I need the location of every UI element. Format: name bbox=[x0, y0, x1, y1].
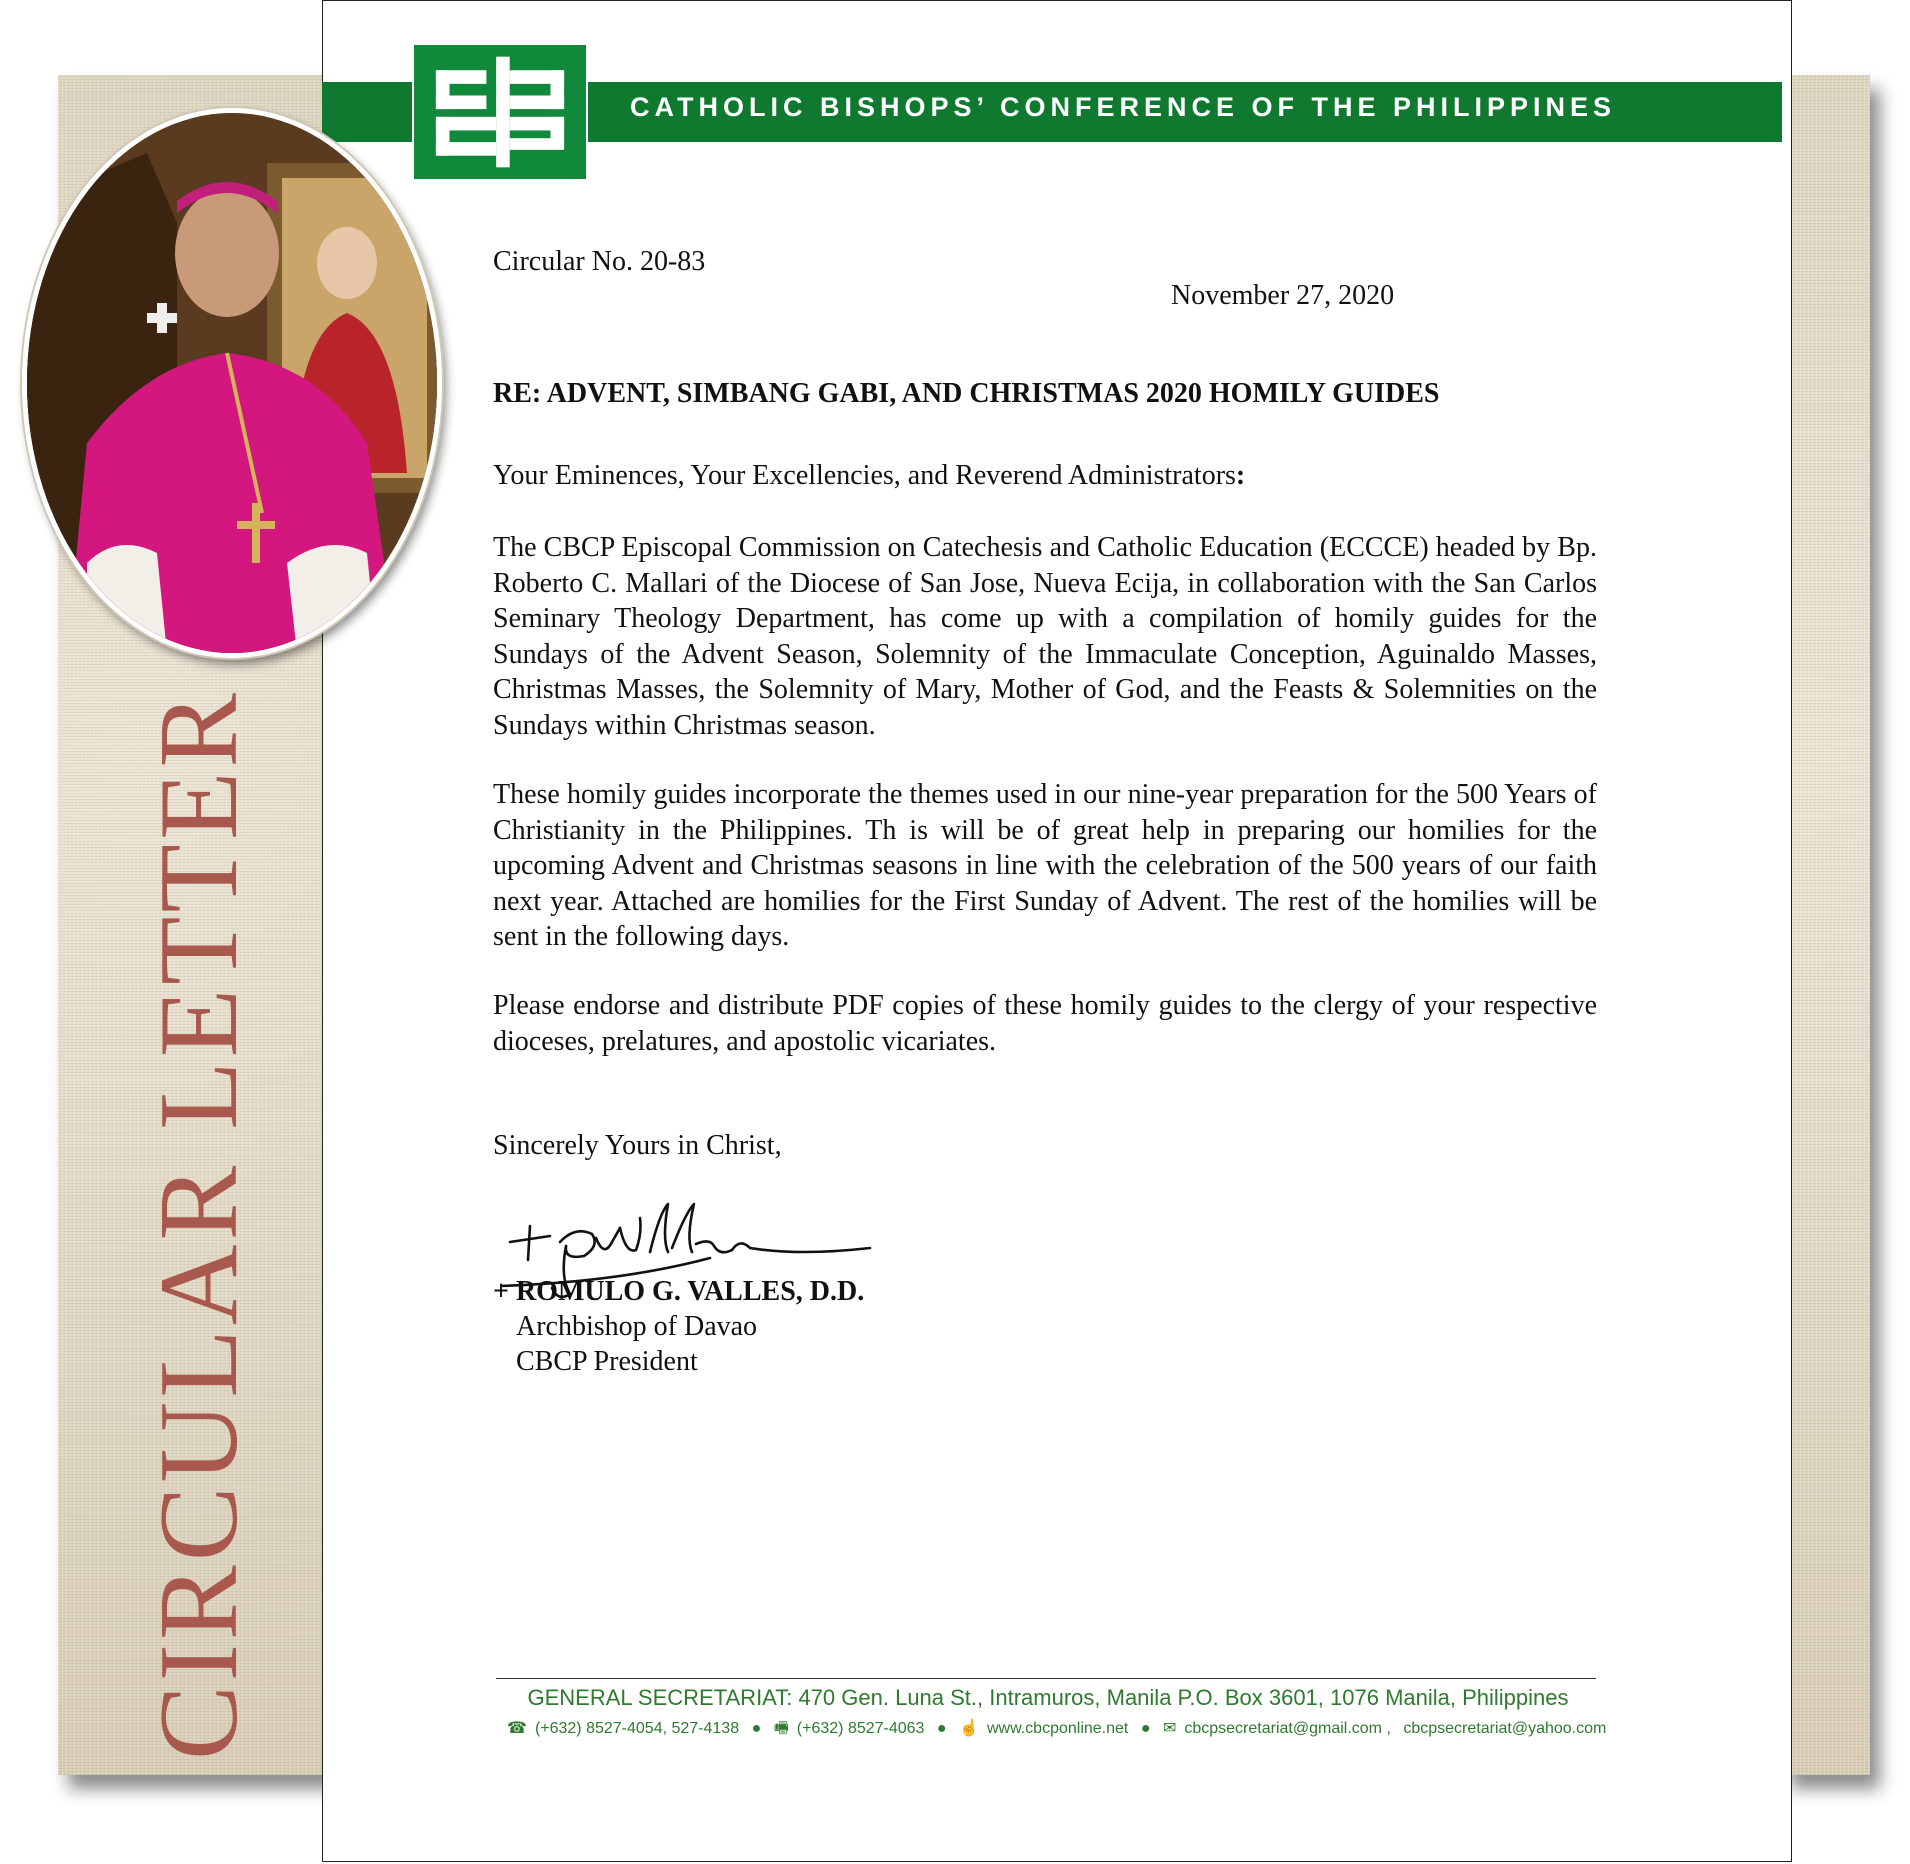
mailbox-icon: ✉ bbox=[1162, 1720, 1177, 1737]
footer-rule bbox=[496, 1678, 1596, 1679]
footer-bullet: ● bbox=[936, 1720, 947, 1737]
footer-address: GENERAL SECRETARIAT: 470 Gen. Luna St., Intramuros, Manila P.O. Box 3601, 1076 Manila, Philippines bbox=[527, 1685, 1569, 1710]
salutation-text: Your Eminences, Your Excellencies, and Reverend Administrators bbox=[493, 460, 1236, 491]
footer-bullet: ● bbox=[1140, 1720, 1151, 1737]
footer-contacts bbox=[503, 1717, 1607, 1744]
body-paragraph-1: The CBCP Episcopal Commission on Catechesis and Catholic Education (ECCCE) headed by Bp. Roberto C. Mallari of the Diocese of San Jose, Nueva Ecija, in collaboration with the San Carlos Seminary Theology Department, has come up with a compilation of homily guides for the Sundays of the Advent Season, Solemnity of the Immaculate Conception, Aguinaldo Masses, Christmas Masses, the Solemnity of Mary, Mother of God, and the Feasts & Solemnities on the Sundays within Christmas season. bbox=[493, 532, 1597, 741]
portrait-illustration bbox=[27, 113, 437, 653]
circular-number: Circular No. 20-83 bbox=[493, 246, 706, 277]
fax-icon: 🖷 bbox=[773, 1720, 789, 1737]
signatory-title-president: CBCP President bbox=[516, 1346, 698, 1377]
body-paragraph-3: Please endorse and distribute PDF copies of these homily guides to the clergy of your respective dioceses, prelatures, and apostolic vicariates. bbox=[493, 990, 1597, 1057]
cbcp-logo bbox=[412, 43, 588, 181]
organization-name: CATHOLIC BISHOPS’ CONFERENCE OF THE PHILIPPINES bbox=[630, 92, 1617, 122]
cbcp-logo-icon bbox=[414, 45, 586, 179]
footer-bullet: ● bbox=[751, 1720, 762, 1737]
footer-email-yahoo[interactable]: cbcpsecretariat@yahoo.com bbox=[1403, 1720, 1607, 1737]
letter-closing: Sincerely Yours in Christ, bbox=[493, 1130, 782, 1161]
circular-letter-vertical-title: CIRCULAR LETTER bbox=[137, 688, 261, 1760]
letter-subject: RE: ADVENT, SIMBANG GABI, AND CHRISTMAS 2020 HOMILY GUIDES bbox=[493, 378, 1440, 409]
signatory-name: + ROMULO G. VALLES, D.D. bbox=[493, 1276, 865, 1307]
right-linen-panel bbox=[1780, 75, 1870, 1775]
phone-icon: ☎ bbox=[507, 1720, 527, 1737]
salutation-colon: : bbox=[1235, 460, 1246, 491]
body-paragraph-2: These homily guides incorporate the themes used in our nine-year preparation for the 500 Years of Christianity in the Philippines. Th is will be of great help in preparing our homilies for the upcoming Advent and Christmas seasons in line with the celebration of the 500 years of our faith next year. Attached are homilies for the First Sunday of Advent. The rest of the homilies will be sent in the following days. bbox=[493, 779, 1597, 952]
archbishop-portrait bbox=[22, 108, 442, 658]
pointer-icon: ☝ bbox=[959, 1720, 979, 1737]
signatory-title-archbishop: Archbishop of Davao bbox=[516, 1311, 758, 1342]
footer-phone: (+632) 8527-4054, 527-4138 bbox=[534, 1720, 740, 1737]
letter-date: November 27, 2020 bbox=[1171, 280, 1395, 311]
footer-fax: (+632) 8527-4063 bbox=[796, 1720, 925, 1737]
letter-salutation bbox=[493, 460, 1245, 492]
footer-website[interactable]: www.cbcponline.net bbox=[986, 1720, 1129, 1737]
footer-email-gmail[interactable]: cbcpsecretariat@gmail.com , bbox=[1184, 1720, 1391, 1737]
